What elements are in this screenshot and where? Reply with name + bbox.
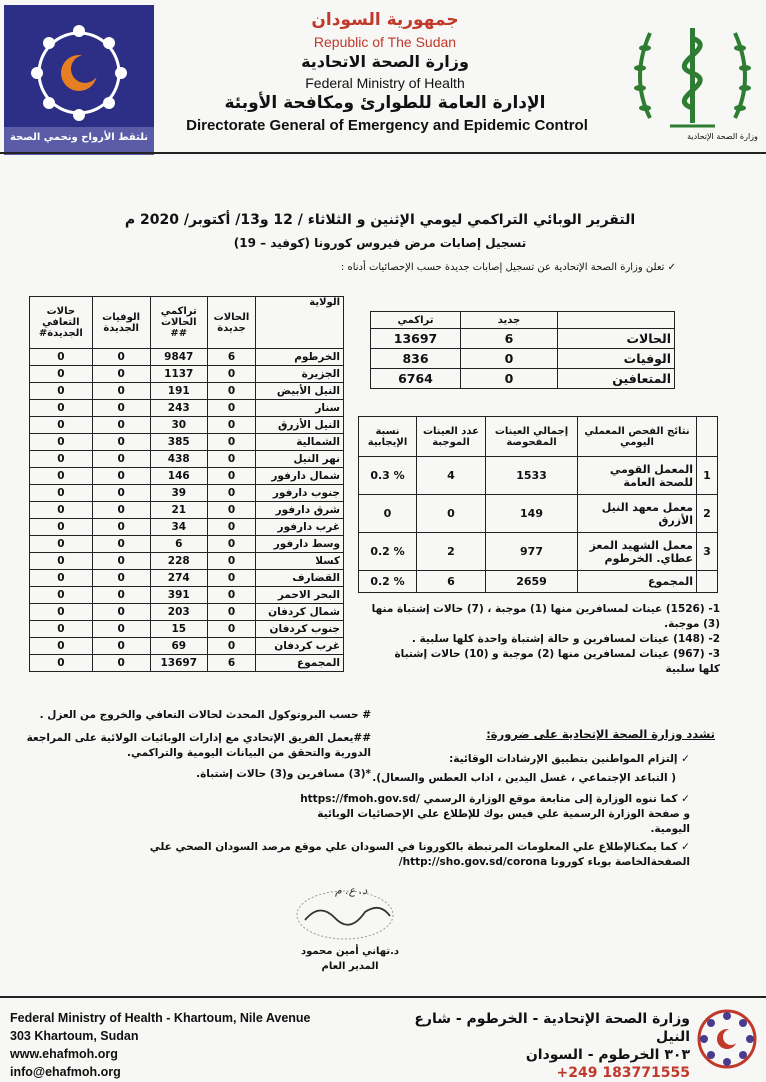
report-intro-text: تعلن وزارة الصحة الإتحادية عن تسجيل إصابات جديدة حسب الإحصائيات أدناه : [340, 262, 665, 273]
state-name: غرب كردفان [256, 638, 344, 655]
table-row [30, 349, 344, 366]
state-new-recovered: 0 [30, 417, 93, 434]
table-row [30, 434, 344, 451]
states-note: ##يعمل الفريق الإتحادي مع إدارات الوبائيات الولائية على المراجعة الدورية والتحقق من البيانات اليومية والتراكمي. [26, 732, 371, 759]
state-name: نهر النيل [256, 451, 344, 468]
state-new-deaths: 0 [92, 502, 150, 519]
lab-header-rate: نسبة الإيجابية [359, 417, 417, 457]
state-new-deaths: 0 [92, 434, 150, 451]
state-total-recovered: 0 [30, 655, 93, 672]
state-new-recovered: 0 [30, 349, 93, 366]
advice-item-last [90, 840, 690, 870]
state-name: جنوب كردفان [256, 621, 344, 638]
lab-header-name: نتائج الفحص المعملي اليومي [578, 417, 697, 457]
table-row [30, 553, 344, 570]
state-new-cases: 0 [207, 587, 255, 604]
advice-list [300, 752, 690, 837]
state-name: النيل الأبيض [256, 383, 344, 400]
states-header-new: الحالات جديدة [207, 297, 255, 349]
table-row [30, 519, 344, 536]
header-divider [0, 152, 766, 154]
check-icon: ✓ [677, 793, 690, 805]
state-new-recovered: 0 [30, 604, 93, 621]
state-new-recovered: 0 [30, 621, 93, 638]
lab-row-tested: 977 [486, 533, 578, 571]
table-row [30, 536, 344, 553]
directorate-en: Directorate General of Emergency and Epidemic Control [186, 117, 588, 134]
state-total-cases: 39 [150, 485, 207, 502]
state-total-cases: 15 [150, 621, 207, 638]
state-new-cases: 0 [207, 383, 255, 400]
states-note: *(3) مسافرين و(3) حالات إشتباة. [196, 768, 371, 780]
state-new-recovered: 0 [30, 502, 93, 519]
state-new-recovered: 0 [30, 485, 93, 502]
summary-total-cases: 13697 [371, 329, 461, 349]
state-total-new: 6 [207, 655, 255, 672]
state-new-cases: 0 [207, 451, 255, 468]
footer-address-ar: ٣٠٣ الخرطوم - السودان [525, 1047, 690, 1063]
state-new-cases: 0 [207, 553, 255, 570]
state-new-deaths: 0 [92, 400, 150, 417]
summary-label-deaths: الوفيات [558, 349, 675, 369]
state-new-deaths: 0 [92, 349, 150, 366]
state-new-cases: 0 [207, 468, 255, 485]
lab-row-rate: 0 [359, 495, 417, 533]
lab-note: 2- (148) عينات لمسافرين و حالة إشتباة واحدة كلها سلبية . [411, 633, 720, 645]
state-new-deaths: 0 [92, 383, 150, 400]
lab-total-positive: 6 [417, 571, 486, 593]
lab-row-tested: 149 [486, 495, 578, 533]
summary-label-cases: الحالات [558, 329, 675, 349]
table-row [30, 502, 344, 519]
state-name: شرق دارفور [256, 502, 344, 519]
state-name: الخرطوم [256, 349, 344, 366]
state-new-deaths: 0 [92, 604, 150, 621]
check-icon: ✓ [677, 753, 690, 765]
state-new-cases: 0 [207, 434, 255, 451]
state-new-cases: 0 [207, 570, 255, 587]
state-new-deaths: 0 [92, 485, 150, 502]
state-total-cases: 191 [150, 383, 207, 400]
lab-total-rate: % 0.2 [359, 571, 417, 593]
state-new-recovered: 0 [30, 400, 93, 417]
state-new-cases: 0 [207, 536, 255, 553]
footer-website[interactable]: www.ehafmoh.org [10, 1047, 118, 1061]
lab-row-no: 3 [697, 533, 718, 571]
lab-header-tested: إجمالي العينات المفحوصة [486, 417, 578, 457]
summary-total-deaths: 836 [371, 349, 461, 369]
state-total-cases: 438 [150, 451, 207, 468]
state-name: البحر الاحمر [256, 587, 344, 604]
footer-address-line: 303 Khartoum, Sudan [10, 1029, 139, 1043]
state-new-cases: 0 [207, 417, 255, 434]
state-name: وسط دارفور [256, 536, 344, 553]
state-total-label: المجموع [256, 655, 344, 672]
states-note: # حسب البروتوكول المحدث لحالات التعافي والخروج من العزل . [39, 709, 371, 721]
advice-item-text: إلتزام المواطنين بتطبيق الإرشادات الوقائية: [449, 753, 678, 765]
advice-item: ( التباعد الإجتماعي ، غسل اليدين ، اداب العطس والسعال). [372, 772, 676, 784]
ministry-logo-left [4, 5, 154, 155]
state-new-deaths: 0 [92, 417, 150, 434]
directorate-ar: الإدارة العامة للطوارئ ومكافحة الأوبئة [224, 93, 546, 113]
state-total-cases: 21 [150, 502, 207, 519]
state-new-deaths: 0 [92, 519, 150, 536]
state-name: الجزيرة [256, 366, 344, 383]
state-name: شمال كردفان [256, 604, 344, 621]
footer-address-ar: وزارة الصحة الإتحادية - الخرطوم - شارع النيل [414, 1011, 690, 1045]
state-new-recovered: 0 [30, 553, 93, 570]
footer-email[interactable]: info@ehafmoh.org [10, 1065, 121, 1079]
summary-new-cases: 6 [461, 329, 558, 349]
states-header-deaths: الوفيات الجديدة [92, 297, 150, 349]
summary-new-recovered: 0 [461, 369, 558, 389]
state-new-deaths: 0 [92, 536, 150, 553]
summary-total-recovered: 6764 [371, 369, 461, 389]
republic-en: Republic of The Sudan [313, 34, 457, 50]
state-new-recovered: 0 [30, 587, 93, 604]
state-new-cases: 0 [207, 621, 255, 638]
state-new-deaths: 0 [92, 468, 150, 485]
state-total-cases: 274 [150, 570, 207, 587]
lab-row-tested: 1533 [486, 457, 578, 495]
states-header-state: الولاية [256, 297, 344, 349]
footer-english [10, 1009, 330, 1081]
table-row [30, 383, 344, 400]
state-new-cases: 0 [207, 519, 255, 536]
lab-total-tested: 2659 [486, 571, 578, 593]
lab-table [358, 416, 718, 593]
state-new-recovered: 0 [30, 434, 93, 451]
table-total-row [30, 655, 344, 672]
state-name: القضارف [256, 570, 344, 587]
state-total-cases: 228 [150, 553, 207, 570]
table-row [30, 451, 344, 468]
table-row [30, 468, 344, 485]
state-total-cases: 391 [150, 587, 207, 604]
state-new-recovered: 0 [30, 519, 93, 536]
state-new-deaths: 0 [92, 587, 150, 604]
state-total-deaths: 0 [92, 655, 150, 672]
report-intro [300, 262, 676, 273]
summary-label-recovered: المتعافين [558, 369, 675, 389]
states-header-recovered: حالات التعافي الجديدة# [30, 297, 93, 349]
ministry-emblem-right [625, 8, 760, 148]
lab-header-no [697, 417, 718, 457]
state-new-deaths: 0 [92, 451, 150, 468]
state-new-recovered: 0 [30, 570, 93, 587]
table-row [30, 570, 344, 587]
lab-row-name: المعمل القومي للصحة العامة [578, 457, 697, 495]
state-total-cases: 34 [150, 519, 207, 536]
state-new-recovered: 0 [30, 536, 93, 553]
state-new-cases: 0 [207, 400, 255, 417]
footer-logo [696, 1008, 758, 1070]
state-new-recovered: 0 [30, 366, 93, 383]
advice-title: تشدد وزارة الصحة الإتحادية على ضرورة: [486, 727, 715, 741]
lab-row-no: 2 [697, 495, 718, 533]
state-name: شمال دارفور [256, 468, 344, 485]
state-new-recovered: 0 [30, 468, 93, 485]
state-name: النيل الأزرق [256, 417, 344, 434]
state-name: الشمالية [256, 434, 344, 451]
state-total-cases: 1137 [150, 366, 207, 383]
state-new-deaths: 0 [92, 621, 150, 638]
lab-note: 1- (1526) عينات لمسافرين منها (1) موجبة ، (7) حالات إشتباة منها (3) موجبة. [371, 603, 720, 630]
states-table [29, 296, 344, 672]
state-new-recovered: 0 [30, 451, 93, 468]
lab-total-blank [697, 571, 718, 593]
state-new-recovered: 0 [30, 638, 93, 655]
lab-notes [370, 602, 720, 677]
table-row [30, 604, 344, 621]
republic-ar: جمهورية السودان [311, 10, 459, 30]
footer-phone[interactable]: +249 183771555 [556, 1065, 690, 1081]
check-icon: ✓ [677, 841, 690, 853]
state-name: جنوب دارفور [256, 485, 344, 502]
footer-arabic [405, 1010, 690, 1082]
state-new-cases: 0 [207, 502, 255, 519]
left-logo-caption: نلتقط الأرواح ونحمي الصحة [9, 132, 149, 143]
advice-item-text: كما يمكنالإطلاع علي المعلومات المرتبطة بالكورونا في السودان علي موقع مرصد السودان الصحي علي الصفحةالخاصة بوباء كورونا http://sho.gov.sd/corona/ [149, 841, 690, 868]
state-new-cases: 0 [207, 485, 255, 502]
state-total-cases: 69 [150, 638, 207, 655]
lab-row-name: معمل الشهيد المعز عطاي. الخرطوم [578, 533, 697, 571]
table-row [30, 485, 344, 502]
state-total-cases: 243 [150, 400, 207, 417]
table-row [30, 417, 344, 434]
state-total-total: 13697 [150, 655, 207, 672]
state-name: غرب دارفور [256, 519, 344, 536]
state-new-cases: 6 [207, 349, 255, 366]
state-new-deaths: 0 [92, 570, 150, 587]
check-icon: ✓ [664, 262, 676, 273]
lab-row-rate: % 0.2 [359, 533, 417, 571]
advice-item [300, 752, 690, 767]
state-name: كسلا [256, 553, 344, 570]
footer-divider [0, 996, 766, 998]
advice-item-text: كما تنوه الوزارة إلى متابعة موقع الوزارة الرسمي /https://fmoh.gov.sd و صفحة الوزارة الرسمية علي فيس بوك للإطلاع علي الإحصائيات الوبائية اليومية. [300, 793, 690, 835]
lab-row-positive: 0 [417, 495, 486, 533]
lab-row-positive: 2 [417, 533, 486, 571]
table-row [30, 638, 344, 655]
ministry-en: Federal Ministry of Health [305, 75, 465, 91]
state-total-cases: 6 [150, 536, 207, 553]
state-new-deaths: 0 [92, 366, 150, 383]
state-total-cases: 385 [150, 434, 207, 451]
summary-table [370, 311, 675, 389]
summary-header-blank [558, 312, 675, 329]
state-new-deaths: 0 [92, 638, 150, 655]
signature-name: د.تهاني أمين محمود [300, 946, 400, 957]
state-total-cases: 9847 [150, 349, 207, 366]
states-table-body [30, 349, 344, 672]
ministry-ar: وزارة الصحة الاتحادية [301, 52, 469, 71]
report-subtitle: تسجيل إصابات مرض فيروس كورونا (كوفيد – 19) [233, 236, 527, 250]
lab-row-name: معمل معهد النيل الأزرق [578, 495, 697, 533]
table-row [30, 366, 344, 383]
advice-item [300, 792, 690, 837]
lab-note: 3- (967) عينات لمسافرين منها (2) موجبة و (10) حالات إشتباة كلها سلبية [394, 648, 720, 675]
lab-header-positive: عدد العينات الموجبة [417, 417, 486, 457]
signature-mark: د. ع. م [335, 884, 368, 897]
state-total-cases: 146 [150, 468, 207, 485]
summary-header-total: تراكمي [371, 312, 461, 329]
state-new-cases: 0 [207, 366, 255, 383]
state-new-cases: 0 [207, 604, 255, 621]
table-row [30, 587, 344, 604]
signature-block [290, 882, 410, 972]
state-total-cases: 30 [150, 417, 207, 434]
summary-new-deaths: 0 [461, 349, 558, 369]
lab-row-rate: % 0.3 [359, 457, 417, 495]
states-header-total: تراكمي الحالات ## [150, 297, 207, 349]
lab-row-positive: 4 [417, 457, 486, 495]
table-row [30, 621, 344, 638]
state-name: سنار [256, 400, 344, 417]
report-title: التقرير الوبائي التراكمي ليومي الإثنين و الثلاثاء / 12 و13/ أكتوبر/ 2020 م [124, 212, 636, 228]
lab-total-label: المجموع [578, 571, 697, 593]
signature-role: المدير العام [321, 961, 379, 972]
state-new-deaths: 0 [92, 553, 150, 570]
table-row [30, 400, 344, 417]
state-new-recovered: 0 [30, 383, 93, 400]
footer-address-line: Federal Ministry of Health - Khartoum, Nile Avenue [10, 1011, 311, 1025]
state-new-cases: 0 [207, 638, 255, 655]
lab-row-no: 1 [697, 457, 718, 495]
right-logo-caption: وزارة الصحة الإتحادية [687, 132, 758, 141]
state-total-cases: 203 [150, 604, 207, 621]
summary-header-new: جديد [461, 312, 558, 329]
